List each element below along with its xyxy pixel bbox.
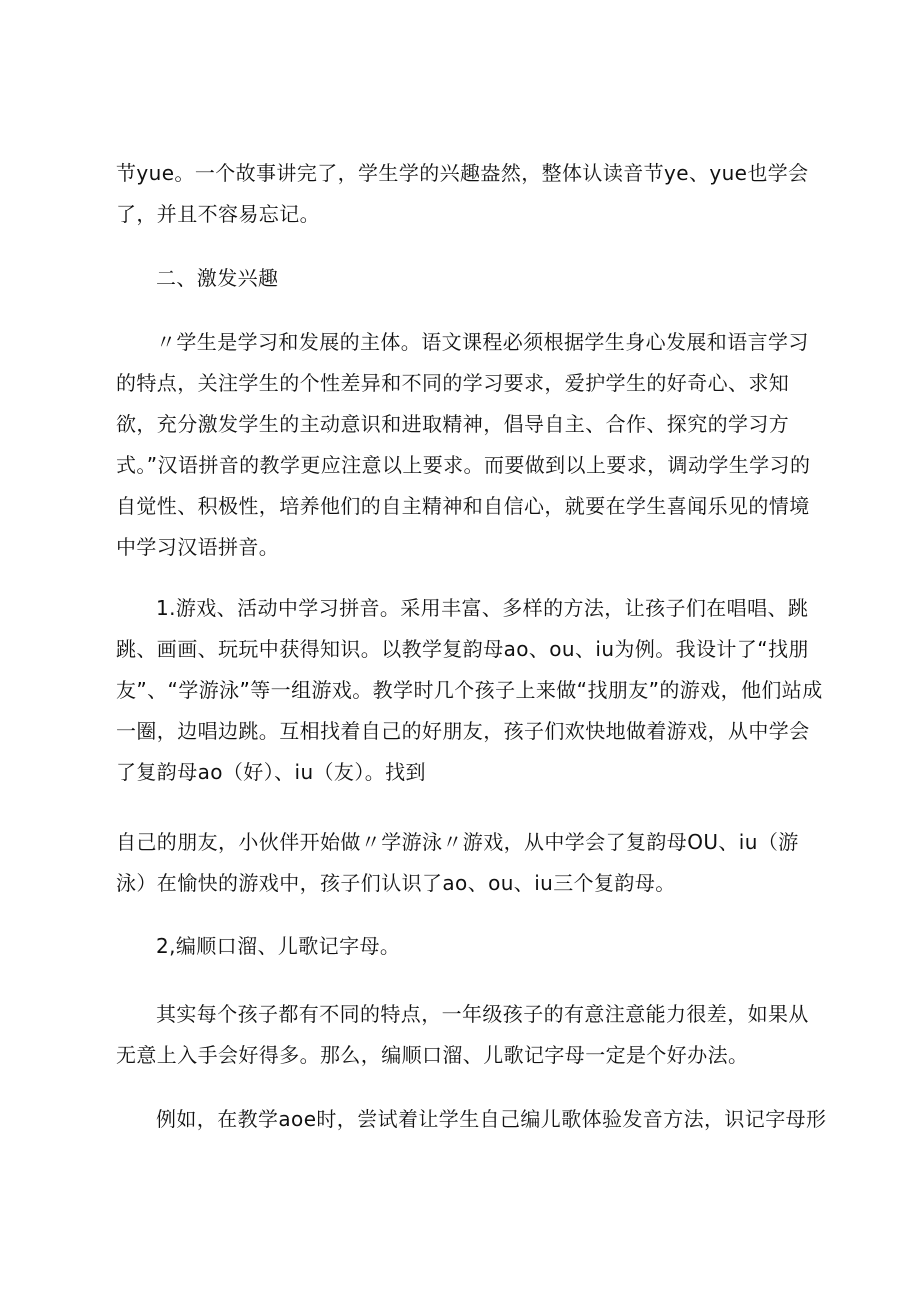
paragraph-item-1: 1.游戏、活动中学习拼音。采用丰富、多样的方法，让孩子们在唱唱、跳跳、画画、玩玩中获得知识。以教学复韵母ao、ou、iu为例。我设计了“找朋友”、“学游泳”等一组游戏。教学时几个孩子上来做“找朋友”的游戏，他们站成一圈，边唱边跳。互相找着自己的好朋友，孩子们欢快地做着游戏，从中学会了复韵母ao（好）、iu（友）。找到 — [116, 596, 823, 784]
section-heading: 二、激发兴趣 — [156, 266, 279, 290]
paragraph-body: 其实每个孩子都有不同的特点，一年级孩子的有意注意能力很差，如果从无意上入手会好得多。那么，编顺口溜、儿歌记字母一定是个好办法。 — [116, 1002, 809, 1067]
paragraph-quote: 〃学生是学习和发展的主体。语文课程必须根据学生身心发展和语言学习的特点，关注学生的个性差异和不同的学习要求，爱护学生的好奇心、求知欲，充分激发学生的主动意识和进取精神，倡导自主、合作、探究的学习方式。”汉语拼音的教学更应注意以上要求。而要做到以上要求，调动学生学习的自觉性、积极性，培养他们的自主精神和自信心，就要在学生喜闻乐见的情境中学习汉语拼音。 — [116, 330, 811, 559]
paragraph-item-2-heading: 2,编顺口溜、儿歌记字母。 — [156, 934, 401, 958]
paragraph-continuation: 节yue。一个故事讲完了，学生学的兴趣盎然，整体认读音节ye、yue也学会了，并且不容易忘记。 — [116, 161, 809, 226]
paragraph-example: 例如，在教学aoe时，尝试着让学生自己编儿歌体验发音方法，识记字母形 — [156, 1107, 827, 1131]
paragraph-item-1-continuation: 自己的朋友，小伙伴开始做〃学游泳〃游戏，从中学会了复韵母OU、iu（游泳）在愉快的游戏中，孩子们认识了ao、ou、iu三个复韵母。 — [116, 830, 799, 895]
